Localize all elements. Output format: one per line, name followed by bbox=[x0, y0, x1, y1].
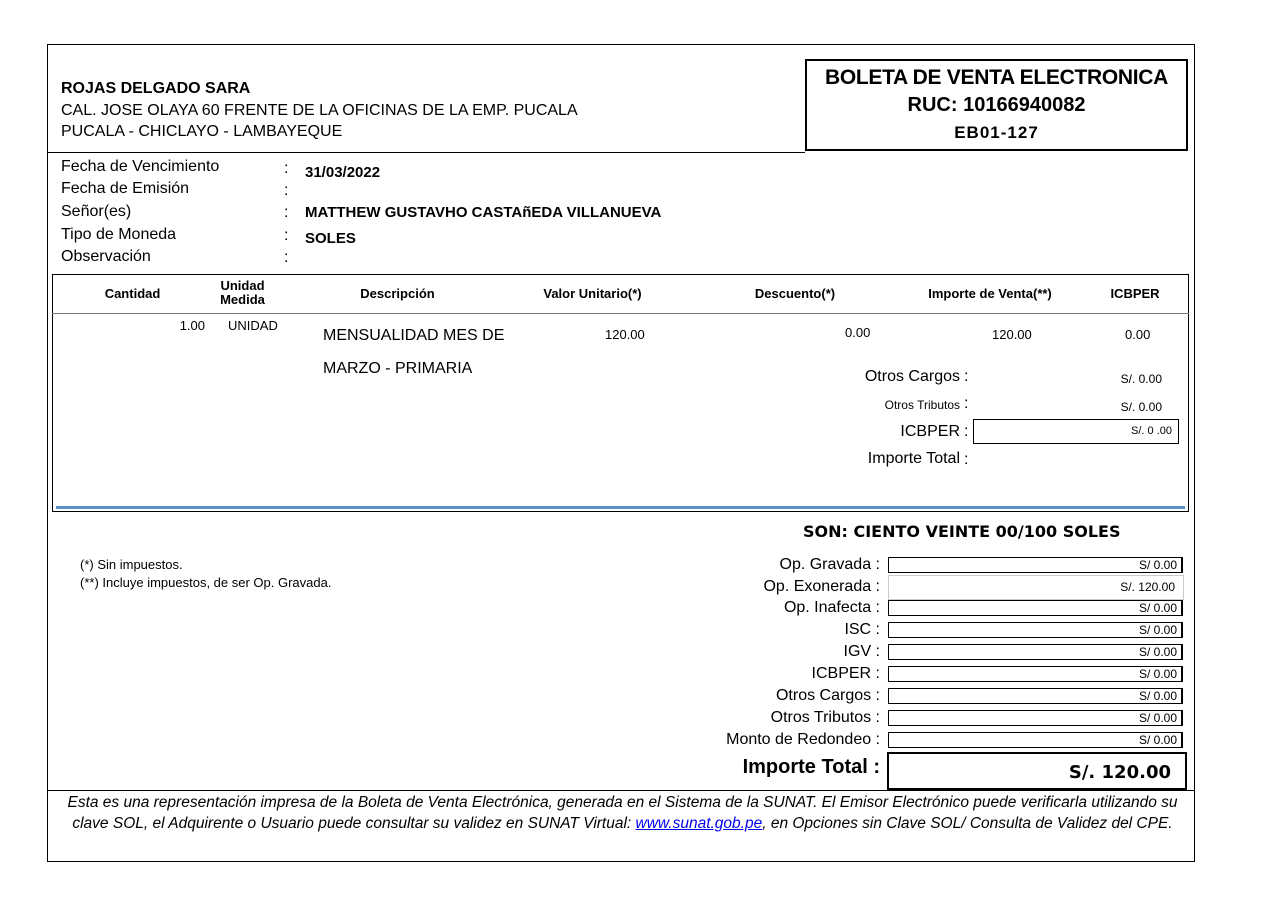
col-cantidad: Cantidad bbox=[104, 286, 161, 301]
document-ruc: RUC: 10166940082 bbox=[907, 94, 1086, 116]
row-descripcion-line2: MARZO - PRIMARIA bbox=[323, 360, 473, 377]
ls-otros-cargos-label: Otros Cargos bbox=[864, 368, 960, 385]
observacion-label: Observación bbox=[61, 248, 151, 265]
footer-divider bbox=[47, 790, 1195, 791]
col-unidad-line1: Unidad bbox=[220, 278, 265, 293]
moneda-value: SOLES bbox=[305, 230, 356, 247]
footer-text-part1: Esta es una representación impresa de la Boleta de Venta Electrónica, generada en el Sistema de la SUNAT. El Emisor Electrónico puede verificarla utilizando su clave SOL, el Adquirente o Usuario puede consultar su validez en SUNAT Virtual: bbox=[67, 794, 1178, 832]
igv-value: S/ 0.00 bbox=[888, 644, 1183, 660]
ls-otros-tributos-label: Otros Tributos bbox=[884, 398, 960, 412]
op-inafecta-label: Op. Inafecta : bbox=[783, 599, 880, 616]
ls-icbper-label: ICBPER bbox=[900, 423, 960, 440]
issuer-name: ROJAS DELGADO SARA bbox=[61, 80, 251, 97]
senor-value: MATTHEW GUSTAVHO CASTAñEDA VILLANUEVA bbox=[305, 204, 662, 221]
amount-in-words: SON: CIENTO VEINTE 00/100 SOLES bbox=[803, 522, 1121, 541]
col-valor-unitario: Valor Unitario(*) bbox=[543, 286, 642, 301]
redondeo-value: S/ 0.00 bbox=[888, 732, 1183, 748]
ls-icbper-value: S/. 0 .00 bbox=[973, 419, 1179, 444]
otros-cargos-label: Otros Cargos : bbox=[775, 687, 880, 704]
col-descripcion: Descripción bbox=[360, 286, 435, 301]
footer-legal-text bbox=[60, 792, 1185, 834]
isc-value: S/ 0.00 bbox=[888, 622, 1183, 638]
op-inafecta-value: S/ 0.00 bbox=[888, 600, 1183, 616]
op-exonerada-value: S/. 120.00 bbox=[888, 575, 1184, 600]
header-divider bbox=[47, 152, 805, 153]
igv-label: IGV : bbox=[843, 643, 880, 660]
note-incluye-impuestos: (**) Incluye impuestos, de ser Op. Gravada. bbox=[80, 575, 332, 590]
otros-tributos-label: Otros Tributos : bbox=[770, 709, 880, 726]
vencimiento-value: 31/03/2022 bbox=[305, 164, 381, 181]
ls-otros-tributos-value: S/. 0.00 bbox=[1120, 400, 1162, 414]
section-divider bbox=[56, 506, 1185, 509]
note-sin-impuestos: (*) Sin impuestos. bbox=[80, 557, 183, 572]
document-number: EB01-127 bbox=[954, 123, 1039, 142]
otros-cargos-value: S/ 0.00 bbox=[888, 688, 1183, 704]
col-unidad bbox=[210, 279, 275, 307]
icbper-value: S/ 0.00 bbox=[888, 666, 1183, 682]
row-cantidad: 1.00 bbox=[179, 318, 205, 333]
moneda-label: Tipo de Moneda bbox=[61, 226, 177, 243]
ls-importe-total-label: Importe Total bbox=[867, 450, 960, 467]
importe-total-label: Importe Total : bbox=[742, 756, 880, 778]
op-exonerada-label: Op. Exonerada : bbox=[763, 578, 880, 595]
ls-otros-cargos-value: S/. 0.00 bbox=[1120, 372, 1162, 386]
otros-tributos-value: S/ 0.00 bbox=[888, 710, 1183, 726]
icbper-label: ICBPER : bbox=[811, 665, 880, 682]
row-unidad: UNIDAD bbox=[228, 318, 278, 333]
isc-label: ISC : bbox=[844, 621, 880, 638]
colon: : bbox=[964, 423, 969, 440]
footer-text-part2: , en Opciones sin Clave SOL/ Consulta de Validez del CPE. bbox=[762, 815, 1173, 832]
row-importe-venta: 120.00 bbox=[992, 327, 1032, 342]
colon: : bbox=[284, 160, 289, 177]
col-icbper: ICBPER bbox=[1110, 286, 1160, 301]
colon: : bbox=[284, 204, 289, 221]
issuer-address: CAL. JOSE OLAYA 60 FRENTE DE LA OFICINAS DE LA EMP. PUCALA bbox=[61, 102, 578, 119]
col-unidad-line2: Medida bbox=[220, 292, 265, 307]
colon: : bbox=[284, 182, 289, 199]
colon: : bbox=[284, 227, 289, 244]
colon: : bbox=[964, 368, 969, 385]
row-descuento: 0.00 bbox=[845, 325, 871, 340]
document-type: BOLETA DE VENTA ELECTRONICA bbox=[824, 66, 1169, 89]
redondeo-label: Monto de Redondeo : bbox=[726, 731, 880, 748]
op-gravada-label: Op. Gravada : bbox=[779, 556, 880, 573]
row-descripcion-line1: MENSUALIDAD MES DE bbox=[323, 327, 505, 344]
colon: : bbox=[964, 395, 969, 412]
col-descuento: Descuento(*) bbox=[754, 286, 836, 301]
colon: : bbox=[284, 249, 289, 266]
issuer-location: PUCALA - CHICLAYO - LAMBAYEQUE bbox=[61, 123, 343, 140]
colon: : bbox=[964, 451, 969, 468]
vencimiento-label: Fecha de Vencimiento bbox=[61, 158, 220, 175]
document-id-box bbox=[805, 59, 1188, 151]
op-gravada-value: S/ 0.00 bbox=[888, 557, 1183, 573]
emision-label: Fecha de Emisión bbox=[61, 180, 190, 197]
senor-label: Señor(es) bbox=[61, 203, 132, 220]
row-valor-unitario: 120.00 bbox=[605, 327, 645, 342]
col-importe-venta: Importe de Venta(**) bbox=[928, 286, 1052, 301]
row-icbper: 0.00 bbox=[1125, 327, 1151, 342]
importe-total-value: S/. 120.00 bbox=[887, 752, 1187, 790]
sunat-link[interactable]: www.sunat.gob.pe bbox=[635, 815, 763, 832]
items-table bbox=[52, 274, 1189, 512]
table-header-divider bbox=[52, 313, 1189, 314]
